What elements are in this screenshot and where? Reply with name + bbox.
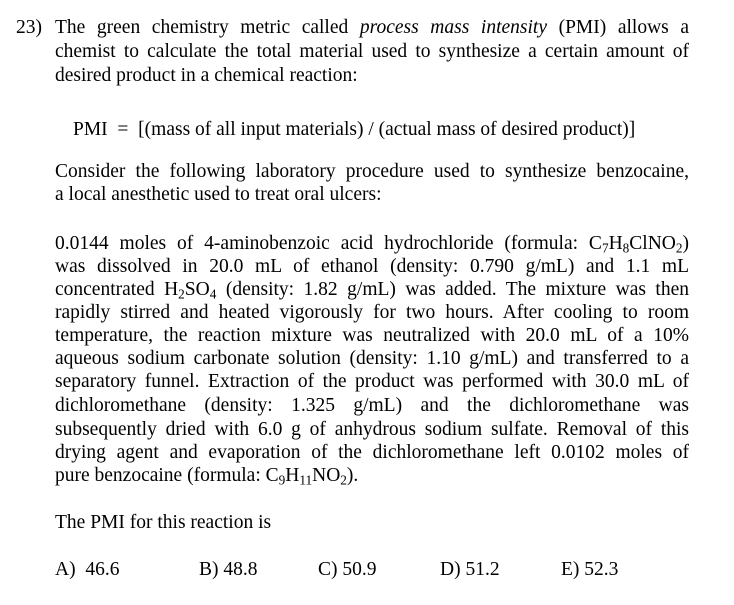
- consider-line-1: Consider the following laboratory procedure used to synthesize benzocaine,: [55, 161, 689, 182]
- pmi-formula: PMI = [(mass of all input materials) / (actual mass of desired product)]: [73, 119, 636, 140]
- procedure-line-7: separatory funnel. Extraction of the product was performed with 30.0 mL of: [55, 371, 689, 392]
- intro-line-1: The green chemistry metric called process mass intensity (PMI) allows a: [55, 17, 690, 38]
- procedure-line-10: drying agent and evaporation of the dichloromethane left 0.0102 moles of: [55, 442, 689, 463]
- procedure-line-4: rapidly stirred and heated vigorously for two hours. After cooling to room: [55, 302, 689, 323]
- intro-line-3: desired product in a chemical reaction:: [55, 65, 358, 86]
- procedure-line-9: subsequently dried with 6.0 g of anhydrous sodium sulfate. Removal of this: [55, 419, 689, 440]
- choice-e[interactable]: E) 52.3: [561, 559, 619, 580]
- consider-line-2: a local anesthetic used to treat oral ulcers:: [55, 184, 382, 205]
- question-prompt: The PMI for this reaction is: [55, 512, 272, 533]
- procedure-line-2: was dissolved in 20.0 mL of ethanol (density: 0.790 g/mL) and 1.1 mL: [55, 256, 689, 277]
- procedure-line-1: 0.0144 moles of 4-aminobenzoic acid hydrochloride (formula: $C_7H_8ClNO_2$): [55, 233, 689, 256]
- choice-a[interactable]: A) 46.6: [55, 559, 120, 580]
- choice-d[interactable]: D) 51.2: [440, 559, 500, 580]
- procedure-line-5: temperature, the reaction mixture was neutralized with 20.0 mL of a 10%: [55, 325, 689, 346]
- procedure-line-3: concentrated $H_2SO_4$ (density: 1.82 g/mL) was added. The mixture was then: [55, 279, 690, 302]
- procedure-line-8: dichloromethane (density: 1.325 g/mL) and the dichloromethane was: [55, 395, 689, 416]
- choice-c[interactable]: C) 50.9: [318, 559, 377, 580]
- procedure-line-11: pure benzocaine (formula: $C_9H_{11}NO_2$).: [55, 465, 359, 488]
- choice-b[interactable]: B) 48.8: [199, 559, 258, 580]
- intro-line-2: chemist to calculate the total material used to synthesize a certain amount of: [55, 41, 689, 62]
- procedure-line-6: aqueous sodium carbonate solution (density: 1.10 g/mL) and transferred to a: [55, 348, 689, 369]
- question-number: 23): [16, 17, 42, 38]
